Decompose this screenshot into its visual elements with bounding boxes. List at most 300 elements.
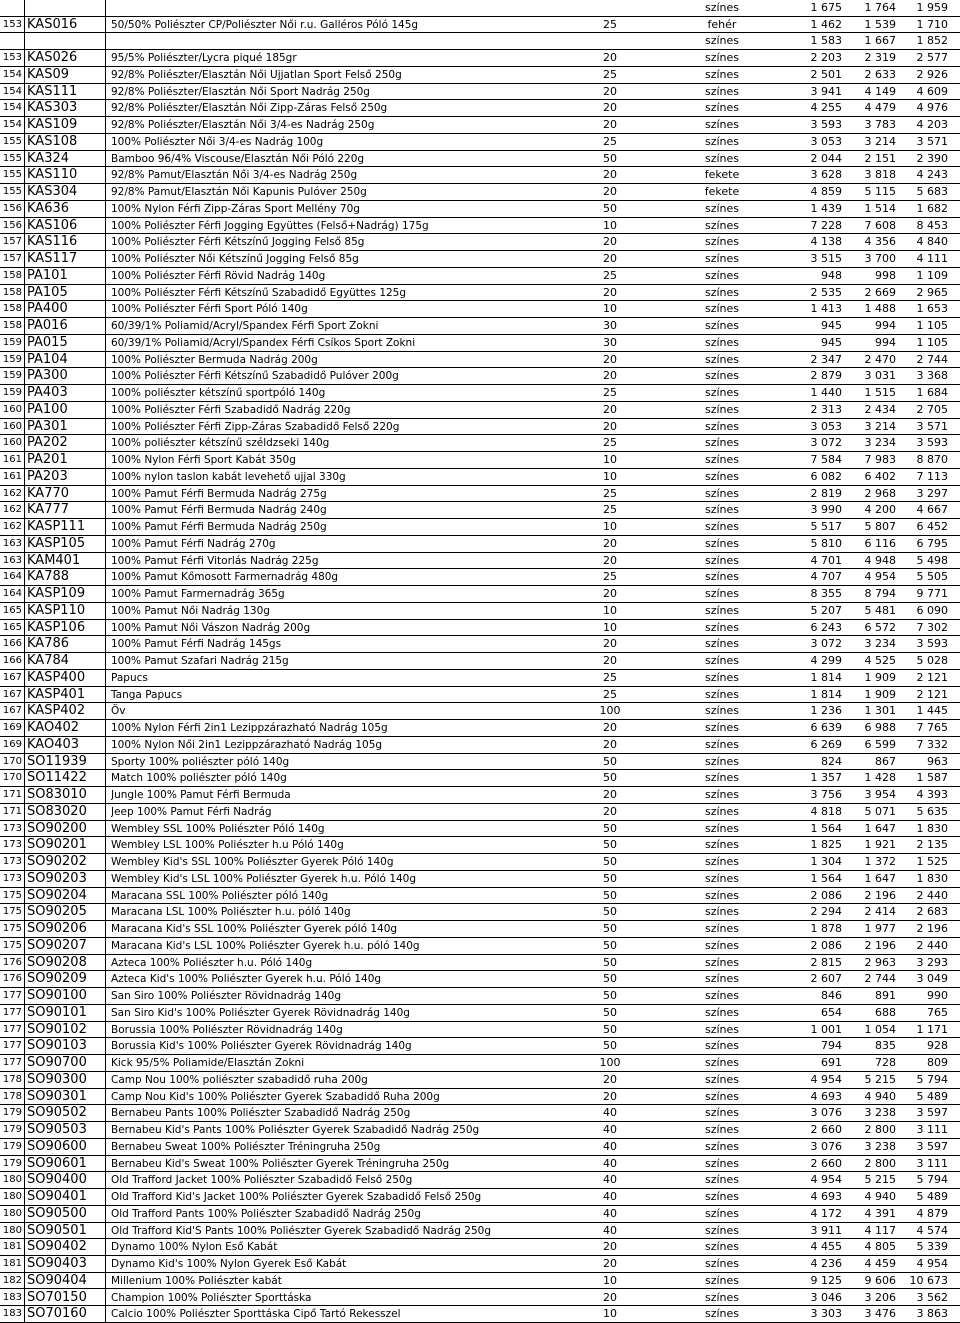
price-3: 3 111 [916,1123,948,1137]
table-row [0,0,960,17]
product-color: színes [704,118,740,132]
product-code: KAS026 [24,50,106,67]
price-1: 6 269 [810,737,842,751]
price-3: 4 203 [916,118,948,132]
price-1: 1 357 [810,771,842,785]
product-description: San Siro 100% Poliészter Rövidnadrág 140g [111,990,342,1003]
product-code: KASP110 [24,603,106,620]
product-color: színes [704,1123,740,1137]
price-2: 994 [875,319,896,333]
page-number: 175 [2,939,22,951]
price-1: 3 053 [810,134,842,148]
page-number: 169 [2,722,22,734]
price-2: 4 479 [864,101,896,115]
product-color: színes [704,587,740,601]
product-description: 100% Poliészter Férfi Kétszínű Szabadidő Együttes 125g [111,286,407,299]
price-2: 6 402 [864,469,896,483]
table-row [0,1072,960,1089]
product-color: színes [704,871,740,885]
table-row [0,402,960,419]
table-row [0,352,960,369]
product-description: 100% Pamut Férfi Bermuda Nadrág 275g [111,487,327,500]
price-1: 4 701 [810,553,842,567]
product-color: színes [704,721,740,735]
price-3: 5 498 [916,553,948,567]
product-color: színes [704,553,740,567]
price-2: 5 071 [864,804,896,818]
product-description: 100% Nylon Férfi Sport Kabát 350g [111,454,296,467]
package-quantity: 25 [603,503,617,517]
price-1: 945 [821,335,842,349]
package-quantity: 20 [603,1089,617,1103]
product-description: Borussia 100% Poliészter Rövidnadrág 140g [111,1023,343,1036]
package-quantity: 20 [603,402,617,416]
page-number: 164 [2,571,22,583]
price-3: 4 609 [916,84,948,98]
table-row [0,670,960,687]
price-2: 4 940 [864,1089,896,1103]
price-2: 4 940 [864,1190,896,1204]
product-description: Bamboo 96/4% Viscouse/Elasztán Női Póló 220g [111,152,365,165]
package-quantity: 50 [603,972,617,986]
page-number: 154 [2,102,22,114]
product-description: San Siro Kid's 100% Poliészter Gyerek Rövidnadrág 140g [111,1006,410,1019]
page-number: 177 [2,990,22,1002]
product-color: színes [704,402,740,416]
package-quantity: 25 [603,436,617,450]
page-number: 175 [2,889,22,901]
product-description: Millenium 100% Poliészter kabát [111,1274,282,1287]
package-quantity: 40 [603,1123,617,1137]
table-row [0,553,960,570]
product-code: SO90300 [24,1072,106,1089]
price-1: 5 517 [810,520,842,534]
product-description: Sporty 100% poliészter póló 140g [111,755,290,768]
product-code: SO90200 [24,821,106,838]
page-number: 180 [2,1224,22,1236]
price-3: 9 771 [916,587,948,601]
price-1: 7 584 [810,453,842,467]
package-quantity: 40 [603,1139,617,1153]
price-2: 5 215 [864,1173,896,1187]
page-number: 164 [2,588,22,600]
product-code: KA784 [24,653,106,670]
package-quantity: 20 [603,721,617,735]
product-color: színes [704,268,740,282]
table-row [0,971,960,988]
page-number: 166 [2,655,22,667]
product-code: KAS111 [24,84,106,101]
table-row [0,419,960,436]
price-3: 5 028 [916,654,948,668]
product-code: KA770 [24,486,106,503]
price-3: 5 794 [916,1072,948,1086]
package-quantity: 40 [603,1173,617,1187]
price-2: 2 414 [864,905,896,919]
package-quantity: 20 [603,51,617,65]
product-color: színes [704,1022,740,1036]
page-number: 181 [2,1258,22,1269]
price-2: 4 805 [864,1240,896,1254]
table-row [0,385,960,402]
table-row [0,1172,960,1189]
product-description: 100% poliészter kétszínű sportpóló 140g [111,387,326,400]
page-number: 159 [2,387,22,399]
package-quantity: 25 [603,386,617,400]
price-1: 8 355 [810,587,842,601]
table-row [0,117,960,134]
package-quantity [560,0,660,16]
price-1: 846 [821,989,842,1003]
product-color: színes [704,235,740,249]
price-3: 7 765 [916,721,948,735]
price-1: 4 954 [810,1072,842,1086]
product-code: SO90203 [24,871,106,888]
price-2: 891 [875,989,896,1003]
price-1: 6 082 [810,469,842,483]
table-row [0,100,960,117]
price-2: 5 115 [864,185,896,199]
page-number: 177 [2,1023,22,1035]
page-number: 180 [2,1191,22,1203]
price-3: 7 302 [916,620,948,634]
product-description: Tanga Papucs [111,688,183,701]
price-2: 1 909 [864,670,896,684]
product-code: PA104 [24,352,106,369]
table-row [0,653,960,670]
product-color: színes [704,804,740,818]
price-2: 2 151 [864,151,896,165]
price-3: 4 840 [916,235,948,249]
product-color: színes [704,252,740,266]
price-2: 688 [875,1005,896,1019]
product-code: KASP105 [24,536,106,553]
package-quantity: 20 [603,587,617,601]
product-color: színes [704,1089,740,1103]
price-3: 3 597 [916,1106,948,1120]
page-number: 180 [2,1174,22,1186]
product-description: Bernabeu Kid's Pants 100% Poliészter Gyerek Szabadidő Nadrág 250g [111,1124,480,1137]
product-code: SO90301 [24,1089,106,1106]
price-1: 2 086 [810,888,842,902]
table-row [0,988,960,1005]
price-3: 5 489 [916,1190,948,1204]
page-number: 170 [2,772,22,784]
product-color: színes [704,704,740,718]
package-quantity: 20 [603,285,617,299]
package-quantity: 50 [603,855,617,869]
product-description: 100% Pamut Férfi Bermuda Nadrág 240g [111,504,327,517]
page-number: 156 [2,202,22,214]
price-2: 2 968 [864,486,896,500]
page-number: 155 [2,152,22,164]
price-1: 3 941 [810,84,842,98]
product-code: PA400 [24,301,106,318]
product-description: 100% poliészter kétszínű széldzseki 140g [111,437,330,450]
package-quantity: 10 [603,1307,617,1321]
package-quantity: 50 [603,922,617,936]
price-1: 2 607 [810,972,842,986]
price-3: 3 597 [916,1139,948,1153]
price-2: 1 909 [864,687,896,701]
price-2: 2 800 [864,1123,896,1137]
product-color: színes [704,838,740,852]
price-2: 4 525 [864,654,896,668]
package-quantity: 50 [603,1039,617,1053]
product-description: Match 100% poliészter póló 140g [111,772,287,785]
product-description: 100% Pamut Kőmosott Farmernadrág 480g [111,571,339,584]
table-row [0,469,960,486]
page-number: 161 [2,454,22,466]
product-code: SO83020 [24,804,106,821]
product-code: KASP401 [24,687,106,704]
price-3: 3 593 [916,436,948,450]
price-1: 945 [821,319,842,333]
price-1: 1 564 [810,871,842,885]
price-3: 3 049 [916,972,948,986]
price-2: 1 764 [864,1,896,14]
price-1: 4 693 [810,1089,842,1103]
price-1: 1 236 [810,704,842,718]
price-1: 2 819 [810,486,842,500]
price-2: 2 669 [864,285,896,299]
product-description: 100% Poliészter Férfi Sport Póló 140g [111,303,308,316]
page-number: 173 [2,872,22,884]
product-color: színes [704,687,740,701]
price-1: 4 707 [810,570,842,584]
product-color: színes [704,84,740,98]
product-color: színes [704,1106,740,1120]
table-row [0,1038,960,1055]
product-color: színes [704,603,740,617]
price-1: 3 076 [810,1106,842,1120]
price-2: 3 214 [864,419,896,433]
product-code: SO90401 [24,1189,106,1206]
table-row [0,1022,960,1039]
price-3: 4 111 [916,252,948,266]
package-quantity: 20 [603,118,617,132]
page-number: 155 [2,186,22,198]
price-3: 5 683 [916,185,948,199]
price-3: 2 135 [916,838,948,852]
table-row [0,1105,960,1122]
price-1: 1 462 [810,17,842,31]
page-number: 162 [2,504,22,516]
product-description: 100% Poliészter Férfi Rövid Nadrág 140g [111,269,326,282]
price-3: 3 593 [916,637,948,651]
product-code: KAO403 [24,737,106,754]
price-3: 1 445 [916,704,948,718]
product-code: KASP400 [24,670,106,687]
price-3: 990 [927,989,948,1003]
page-number: 183 [2,1291,22,1303]
product-description: 100% Pamut Női Vászon Nadrág 200g [111,621,311,634]
price-1: 6 639 [810,721,842,735]
product-color: színes [704,369,740,383]
price-2: 1 488 [864,302,896,316]
product-code: SO70150 [24,1290,106,1307]
page-number: 162 [2,521,22,533]
price-3: 928 [927,1039,948,1053]
product-description: 95/5% Poliészter/Lycra piqué 185gr [111,52,297,65]
price-2: 4 391 [864,1206,896,1220]
product-color: színes [704,319,740,333]
package-quantity: 50 [603,838,617,852]
product-description: 60/39/1% Poliamid/Acryl/Spandex Férfi Sport Zokni [111,320,379,333]
table-row [0,218,960,235]
product-description: 100% nylon taslon kabát levehető ujjal 330g [111,470,346,483]
price-2: 2 963 [864,955,896,969]
page-number: 155 [2,169,22,181]
table-row [0,167,960,184]
product-code: SO90500 [24,1206,106,1223]
product-color: színes [704,51,740,65]
price-1: 3 046 [810,1290,842,1304]
package-quantity: 25 [603,670,617,684]
page-number: 153 [2,18,22,30]
product-description: Wembley LSL 100% Poliészter h.u Póló 140g [111,839,344,852]
product-description: Azteca 100% Poliészter h.u. Póló 140g [111,956,313,969]
price-2: 835 [875,1039,896,1053]
product-description: Old Trafford Pants 100% Poliészter Szabadidő Nadrág 250g [111,1207,421,1220]
price-3: 2 196 [916,922,948,936]
package-quantity: 100 [599,1056,621,1070]
price-3: 1 653 [916,302,948,316]
product-code: PA016 [24,318,106,335]
price-1: 2 086 [810,938,842,952]
price-2: 6 599 [864,737,896,751]
price-3: 8 453 [916,218,948,232]
page-number: 160 [2,403,22,415]
page-number: 177 [2,1006,22,1018]
product-code: PA201 [24,452,106,469]
package-quantity: 25 [603,67,617,81]
price-3: 3 111 [916,1156,948,1170]
price-1: 1 304 [810,855,842,869]
product-description: Maracana Kid's SSL 100% Poliészter Gyerek póló 140g [111,923,398,936]
page-number: 180 [2,1207,22,1219]
product-color: színes [704,955,740,969]
product-code: SO90402 [24,1239,106,1256]
product-code: SO90100 [24,988,106,1005]
package-quantity: 20 [603,352,617,366]
table-row [0,636,960,653]
package-quantity: 10 [603,453,617,467]
product-color: színes [704,855,740,869]
price-1: 1 675 [810,1,842,14]
page-number: 171 [2,789,22,801]
package-quantity: 20 [603,419,617,433]
product-description: Dynamo 100% Nylon Eső Kabát [111,1241,278,1254]
page-number: 158 [2,303,22,315]
product-description: 92/8% Poliészter/Elasztán Női Sport Nadrág 250g [111,85,370,98]
price-2: 3 238 [864,1139,896,1153]
product-code: SO90201 [24,837,106,854]
product-description: Champion 100% Poliészter Sporttáska [111,1291,312,1304]
page-number: 165 [2,604,22,616]
price-2: 3 700 [864,252,896,266]
package-quantity: 50 [603,754,617,768]
page-number: 163 [2,537,22,549]
package-quantity: 20 [603,1257,617,1270]
product-description: Wembley Kid's LSL 100% Poliészter Gyerek h.u. Póló 140g [111,872,417,885]
price-2: 4 948 [864,553,896,567]
price-1: 3 072 [810,436,842,450]
page-number: 176 [2,973,22,985]
product-description: 100% Poliészter Férfi Szabadidő Nadrág 220g [111,403,351,416]
package-quantity: 20 [603,654,617,668]
page-number: 170 [2,755,22,767]
table-row [0,703,960,720]
package-quantity: 20 [603,369,617,383]
package-quantity: 10 [603,302,617,316]
price-1: 3 628 [810,168,842,182]
product-code: SO90209 [24,971,106,988]
package-quantity: 30 [603,335,617,349]
price-3: 10 673 [909,1273,948,1287]
table-row [0,301,960,318]
product-description [111,33,581,49]
price-2: 4 459 [864,1257,896,1270]
price-1: 2 660 [810,1123,842,1137]
product-description: Camp Nou Kid's 100% Poliészter Gyerek Szabadidő Ruha 200g [111,1090,440,1103]
product-code: SO90404 [24,1273,106,1290]
page-number: 157 [2,253,22,265]
price-2: 994 [875,335,896,349]
price-1: 1 583 [810,34,842,48]
price-2: 3 234 [864,436,896,450]
price-2: 3 818 [864,168,896,182]
table-row [0,854,960,871]
product-color: színes [704,1039,740,1053]
product-description: Wembley Kid's SSL 100% Poliészter Gyerek Póló 140g [111,856,394,869]
product-color: színes [704,34,740,48]
product-code: KAS117 [24,251,106,268]
table-row [0,184,960,201]
product-code: PA301 [24,419,106,436]
price-1: 2 535 [810,285,842,299]
price-3: 1 587 [916,771,948,785]
product-code: KAS09 [24,67,106,84]
product-color: színes [704,67,740,81]
product-color: fekete [704,168,740,182]
page-number: 157 [2,236,22,248]
product-color: színes [704,905,740,919]
price-2: 1 539 [864,17,896,31]
price-2: 4 117 [864,1223,896,1237]
product-description: Old Trafford Jacket 100% Poliészter Szabadidő Felső 250g [111,1174,413,1187]
product-color: színes [704,1072,740,1086]
price-1: 4 818 [810,804,842,818]
price-3: 5 635 [916,804,948,818]
product-color: színes [704,436,740,450]
product-description: Jungle 100% Pamut Férfi Bermuda [111,789,291,802]
product-description: Bernabeu Pants 100% Poliészter Szabadidő Nadrág 250g [111,1107,411,1120]
product-description: 50/50% Poliészter CP/Poliészter Női r.u. Galléros Póló 145g [111,18,419,31]
table-row [0,536,960,553]
product-code: SO90400 [24,1172,106,1189]
product-code: SO70160 [24,1306,106,1323]
package-quantity: 50 [603,871,617,885]
price-3: 3 368 [916,369,948,383]
price-3: 5 794 [916,1173,948,1187]
price-2: 1 515 [864,386,896,400]
product-description: 100% Pamut Szafari Nadrág 215g [111,655,289,668]
product-code: SO90204 [24,888,106,905]
price-2: 728 [875,1056,896,1070]
price-1: 3 053 [810,419,842,433]
price-3: 3 863 [916,1307,948,1321]
